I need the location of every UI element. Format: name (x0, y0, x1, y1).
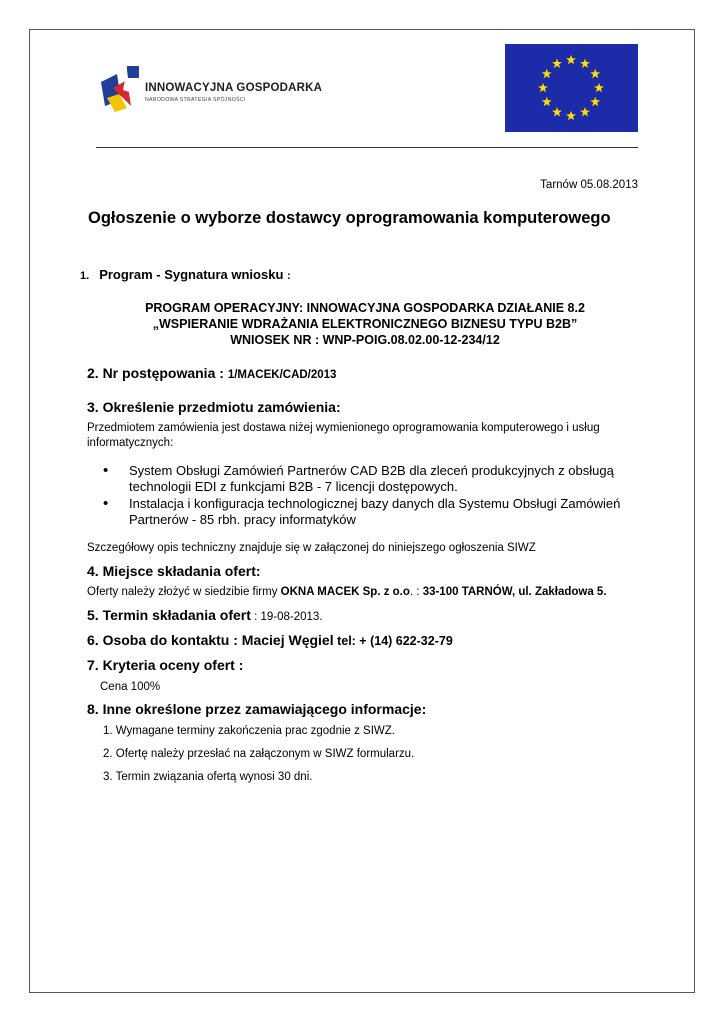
criteria-value: Cena 100% (100, 681, 161, 693)
section-5-title: 5. Termin składania ofert (87, 607, 251, 623)
list-item-line: Instalacja i konfiguracja technologicznej bazy danych dla Systemu Obsługi Zamówień (129, 496, 621, 511)
list-item: 3. Termin związania ofertą wynosi 30 dni. (103, 771, 313, 783)
section-4-text-prefix: Oferty należy złożyć w siedzibie firmy (87, 586, 281, 598)
section-3-intro: informatycznych: (87, 437, 174, 449)
order-items-list (103, 463, 620, 529)
program-line: „WSPIERANIE WDRAŻANIA ELEKTRONICZNEGO BIZNESU TYPU B2B” (152, 317, 578, 331)
section-6-heading (87, 632, 453, 648)
section-4-heading: 4. Miejsce składania ofert: (87, 563, 261, 579)
logo-emblem (93, 48, 143, 128)
case-number: 1/MACEK/CAD/2013 (227, 369, 337, 381)
eu-star-icon (566, 55, 576, 64)
section-4-text-mid: . : (409, 586, 423, 598)
eu-star-icon (590, 69, 600, 78)
eu-star-icon (538, 83, 548, 92)
eu-star-icon (580, 59, 590, 68)
section-3-details: Szczegółowy opis techniczny znajduje się w załączonej do niniejszego ogłoszenia SIWZ (87, 542, 536, 554)
list-item (103, 463, 620, 495)
contact-phone: tel: + (14) 622-32-79 (333, 634, 453, 648)
program-line: PROGRAM OPERACYJNY: INNOWACYJNA GOSPODARKA DZIAŁANIE 8.2 (145, 301, 585, 315)
section-8-heading: 8. Inne określone przez zamawiającego informacje: (87, 701, 427, 717)
company-address: 33-100 TARNÓW, ul. Zakładowa 5. (422, 586, 607, 598)
innowacyjna-gospodarka-logo (93, 44, 338, 128)
section-5-heading (87, 607, 323, 623)
document-date: Tarnów 05.08.2013 (540, 179, 638, 191)
logo-subtitle: NARODOWA STRATEGIA SPÓJNOŚCI (145, 97, 246, 103)
list-item-line: technologii EDI z funkcjami B2B - 7 licencji dostępowych. (129, 479, 458, 494)
eu-star-icon (580, 107, 590, 116)
eu-star-icon (566, 111, 576, 120)
company-name: OKNA MACEK Sp. z o.o (280, 586, 410, 598)
section-2-title: 2. Nr postępowania : (87, 365, 224, 381)
document-title: Ogłoszenie o wyborze dostawcy oprogramowania komputerowego (88, 209, 611, 227)
list-item: 2. Ofertę należy przesłać na załączonym w SIWZ formularzu. (103, 748, 415, 760)
eu-star-icon (552, 107, 562, 116)
eu-star-icon (590, 97, 600, 106)
section-7-heading: 7. Kryteria oceny ofert : (87, 657, 244, 673)
logo-title: INNOWACYJNA GOSPODARKA (145, 82, 323, 94)
eu-flag (505, 44, 638, 132)
list-item-line: Partnerów - 85 rbh. pracy informatyków (129, 512, 356, 527)
section-1-colon: : (287, 270, 291, 282)
section-3-intro: Przedmiotem zamówienia jest dostawa niżej wymienionego oprogramowania komputerowego i usług (87, 422, 600, 434)
eu-star-icon (542, 97, 552, 106)
program-line: WNIOSEK NR : WNP-POIG.08.02.00-12-234/12 (230, 333, 500, 347)
eu-stars (505, 44, 638, 132)
section-2-heading (87, 365, 336, 381)
section-3-heading: 3. Określenie przedmiotu zamówienia: (87, 399, 341, 415)
deadline-date: : 19-08-2013. (250, 611, 323, 623)
list-item (103, 496, 620, 528)
eu-star-icon (542, 69, 552, 78)
section-1-title: Program - Sygnatura wniosku (99, 267, 284, 282)
list-item-line: System Obsługi Zamówień Partnerów CAD B2B dla zleceń produkcyjnych z obsługą (129, 463, 614, 478)
section-1-number: 1. (80, 270, 90, 282)
eu-star-icon (552, 59, 562, 68)
eu-star-icon (594, 83, 604, 92)
section-4-text (87, 586, 607, 598)
header-divider (96, 147, 638, 148)
other-info-list (103, 725, 414, 794)
contact-person: 6. Osoba do kontaktu : Maciej Węgiel (87, 632, 334, 648)
list-item: 1. Wymagane terminy zakończenia prac zgodnie z SIWZ. (103, 725, 395, 737)
section-1-heading (80, 267, 291, 282)
